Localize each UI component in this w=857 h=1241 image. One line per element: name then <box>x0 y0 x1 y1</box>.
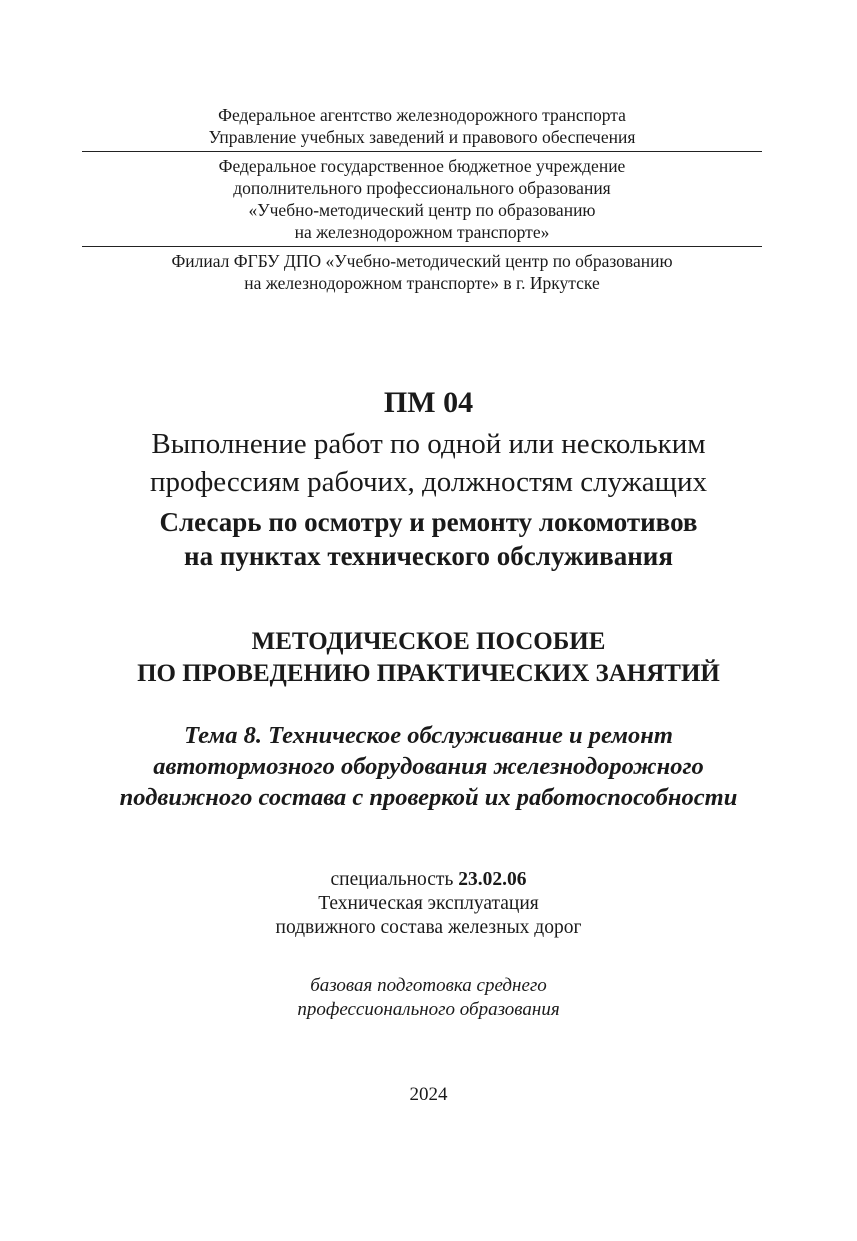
institution-line: дополнительного профессионального образования <box>233 178 611 198</box>
specialty-name-line: подвижного состава железных дорог <box>275 917 582 938</box>
profession-line: Слесарь по осмотру и ремонту локомотивов <box>159 507 698 537</box>
module-title-line: профессиям рабочих, должностям служащих <box>149 466 708 498</box>
module-title <box>0 425 857 501</box>
document-type-line: МЕТОДИЧЕСКОЕ ПОСОБИЕ <box>251 628 606 655</box>
module-title-line: Выполнение работ по одной или нескольким <box>151 428 706 460</box>
education-level-line: профессионального образования <box>297 999 560 1020</box>
header-divider <box>82 246 762 247</box>
branch-line: на железнодорожном транспорте» в г. Иркутске <box>244 273 600 293</box>
topic-line: автотормозного оборудования железнодорожного <box>153 753 704 780</box>
education-level <box>0 974 857 1022</box>
profession-line: на пунктах технического обслуживания <box>184 541 673 571</box>
header-divider <box>82 151 762 152</box>
institution-line: «Учебно-методический центр по образованию <box>248 200 596 220</box>
module-code: ПМ 04 <box>383 386 474 419</box>
agency-header <box>82 104 762 148</box>
institution-line: Федеральное государственное бюджетное учреждение <box>218 156 626 176</box>
publication-year: 2024 <box>409 1084 448 1105</box>
branch-header <box>82 250 762 294</box>
topic-title <box>0 720 857 813</box>
education-level-line: базовая подготовка среднего <box>310 975 547 996</box>
specialty-label: специальность <box>330 869 454 890</box>
document-type <box>0 626 857 690</box>
topic-line: Тема 8. Техническое обслуживание и ремонт <box>184 722 673 749</box>
agency-line: Управление учебных заведений и правового обеспечения <box>208 127 636 147</box>
specialty-number: 23.02.06 <box>458 869 527 890</box>
specialty-name-line: Техническая эксплуатация <box>318 893 539 914</box>
profession-title <box>0 505 857 573</box>
agency-line: Федеральное агентство железнодорожного транспорта <box>218 105 626 125</box>
specialty-block <box>0 868 857 940</box>
institution-line: на железнодорожном транспорте» <box>294 222 550 242</box>
branch-line: Филиал ФГБУ ДПО «Учебно-методический центр по образованию <box>171 251 673 271</box>
topic-line: подвижного состава с проверкой их работоспособности <box>119 784 738 811</box>
document-type-line: ПО ПРОВЕДЕНИЮ ПРАКТИЧЕСКИХ ЗАНЯТИЙ <box>137 660 720 687</box>
institution-header <box>82 155 762 243</box>
specialty-code-line <box>0 868 857 892</box>
